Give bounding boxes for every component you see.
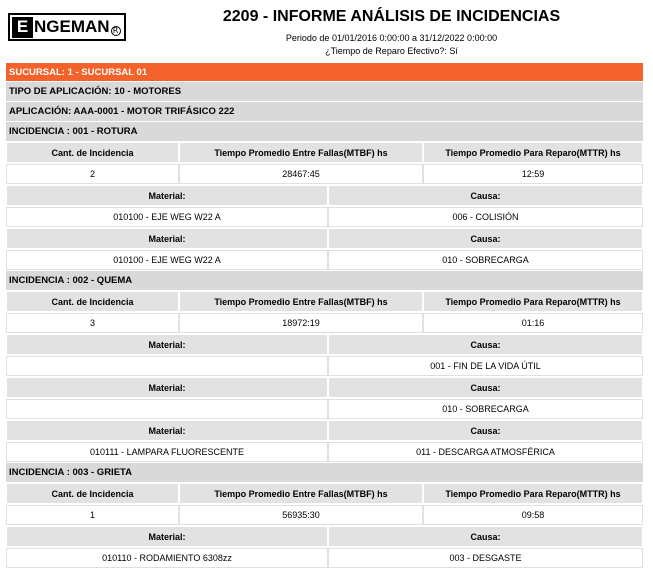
stats-value-row — [6, 313, 643, 334]
material-value: 010100 - EJE WEG W22 A — [6, 250, 328, 270]
registered-mark-icon: R — [111, 26, 121, 36]
material-cause-header-row — [6, 377, 643, 399]
application-bar: APLICACIÓN: AAA-0001 - MOTOR TRIFÁSICO 222 — [6, 102, 643, 122]
report-period: Periodo de 01/01/2016 0:00:00 a 31/12/2022 0:00:00 — [285, 33, 498, 43]
material-header: Material: — [6, 228, 328, 249]
material-cause-row — [6, 250, 643, 271]
incident-block — [6, 463, 643, 569]
report-body — [6, 63, 643, 569]
material-cause-header-row — [6, 526, 643, 548]
repair-time-flag: ¿Tiempo de Reparo Efectivo?: Sí — [325, 46, 458, 56]
material-value: 010110 - RODAMIENTO 6308zz — [6, 548, 328, 568]
report-title: 2209 - INFORME ANÁLISIS DE INCIDENCIAS — [222, 8, 561, 25]
material-cause-header-row — [6, 185, 643, 207]
mttr-header: Tiempo Promedio Para Reparo(MTTR) hs — [423, 142, 643, 163]
cause-header: Causa: — [328, 228, 643, 249]
incident-block — [6, 122, 643, 271]
material-cause-row — [6, 399, 643, 420]
cause-value: 011 - DESCARGA ATMOSFÉRICA — [328, 442, 643, 462]
stats-value-row — [6, 505, 643, 526]
material-header: Material: — [6, 185, 328, 206]
material-cause-header-row — [6, 420, 643, 442]
mtbf-value: 18972:19 — [179, 313, 423, 333]
cause-header: Causa: — [328, 526, 643, 547]
cause-header: Causa: — [328, 377, 643, 398]
stats-value-row — [6, 164, 643, 185]
material-cause-row — [6, 207, 643, 228]
mtbf-header: Tiempo Promedio Entre Fallas(MTBF) hs — [179, 483, 423, 504]
count-header: Cant. de Incidencia — [6, 291, 179, 312]
count-value: 1 — [6, 505, 179, 525]
material-header: Material: — [6, 420, 328, 441]
count-value: 3 — [6, 313, 179, 333]
mtbf-header: Tiempo Promedio Entre Fallas(MTBF) hs — [179, 142, 423, 163]
incident-title: INCIDENCIA : 001 - ROTURA — [6, 122, 643, 142]
logo-initial: E — [12, 17, 33, 38]
mttr-value: 12:59 — [423, 164, 643, 184]
material-value: 010111 - LAMPARA FLUORESCENTE — [6, 442, 328, 462]
material-header: Material: — [6, 377, 328, 398]
cause-header: Causa: — [328, 334, 643, 355]
cause-header: Causa: — [328, 420, 643, 441]
application-type-bar: TIPO DE APLICACIÓN: 10 - MOTORES — [6, 82, 643, 102]
incident-title: INCIDENCIA : 002 - QUEMA — [6, 271, 643, 291]
cause-value: 006 - COLISIÓN — [328, 207, 643, 227]
material-header: Material: — [6, 526, 328, 547]
stats-header-row — [6, 483, 643, 505]
branch-bar: SUCURSAL: 1 - SUCURSAL 01 — [6, 63, 643, 82]
logo-text: NGEMAN — [34, 17, 110, 36]
engeman-logo — [8, 13, 126, 41]
cause-value: 010 - SOBRECARGA — [328, 399, 643, 419]
mttr-value: 01:16 — [423, 313, 643, 333]
material-cause-row — [6, 442, 643, 463]
mttr-value: 09:58 — [423, 505, 643, 525]
incident-block — [6, 271, 643, 463]
cause-value: 001 - FIN DE LA VIDA ÚTIL — [328, 356, 643, 376]
count-value: 2 — [6, 164, 179, 184]
material-cause-header-row — [6, 334, 643, 356]
mtbf-value: 56935:30 — [179, 505, 423, 525]
incident-title: INCIDENCIA : 003 - GRIETA — [6, 463, 643, 483]
mttr-header: Tiempo Promedio Para Reparo(MTTR) hs — [423, 291, 643, 312]
cause-value: 010 - SOBRECARGA — [328, 250, 643, 270]
cause-header: Causa: — [328, 185, 643, 206]
stats-header-row — [6, 142, 643, 164]
count-header: Cant. de Incidencia — [6, 142, 179, 163]
material-cause-row — [6, 356, 643, 377]
incident-list — [6, 122, 643, 569]
cause-value: 003 - DESGASTE — [328, 548, 643, 568]
mtbf-header: Tiempo Promedio Entre Fallas(MTBF) hs — [179, 291, 423, 312]
material-cause-header-row — [6, 228, 643, 250]
material-value — [6, 356, 328, 376]
material-header: Material: — [6, 334, 328, 355]
mtbf-value: 28467:45 — [179, 164, 423, 184]
material-value — [6, 399, 328, 419]
mttr-header: Tiempo Promedio Para Reparo(MTTR) hs — [423, 483, 643, 504]
stats-header-row — [6, 291, 643, 313]
count-header: Cant. de Incidencia — [6, 483, 179, 504]
material-value: 010100 - EJE WEG W22 A — [6, 207, 328, 227]
material-cause-row — [6, 548, 643, 569]
